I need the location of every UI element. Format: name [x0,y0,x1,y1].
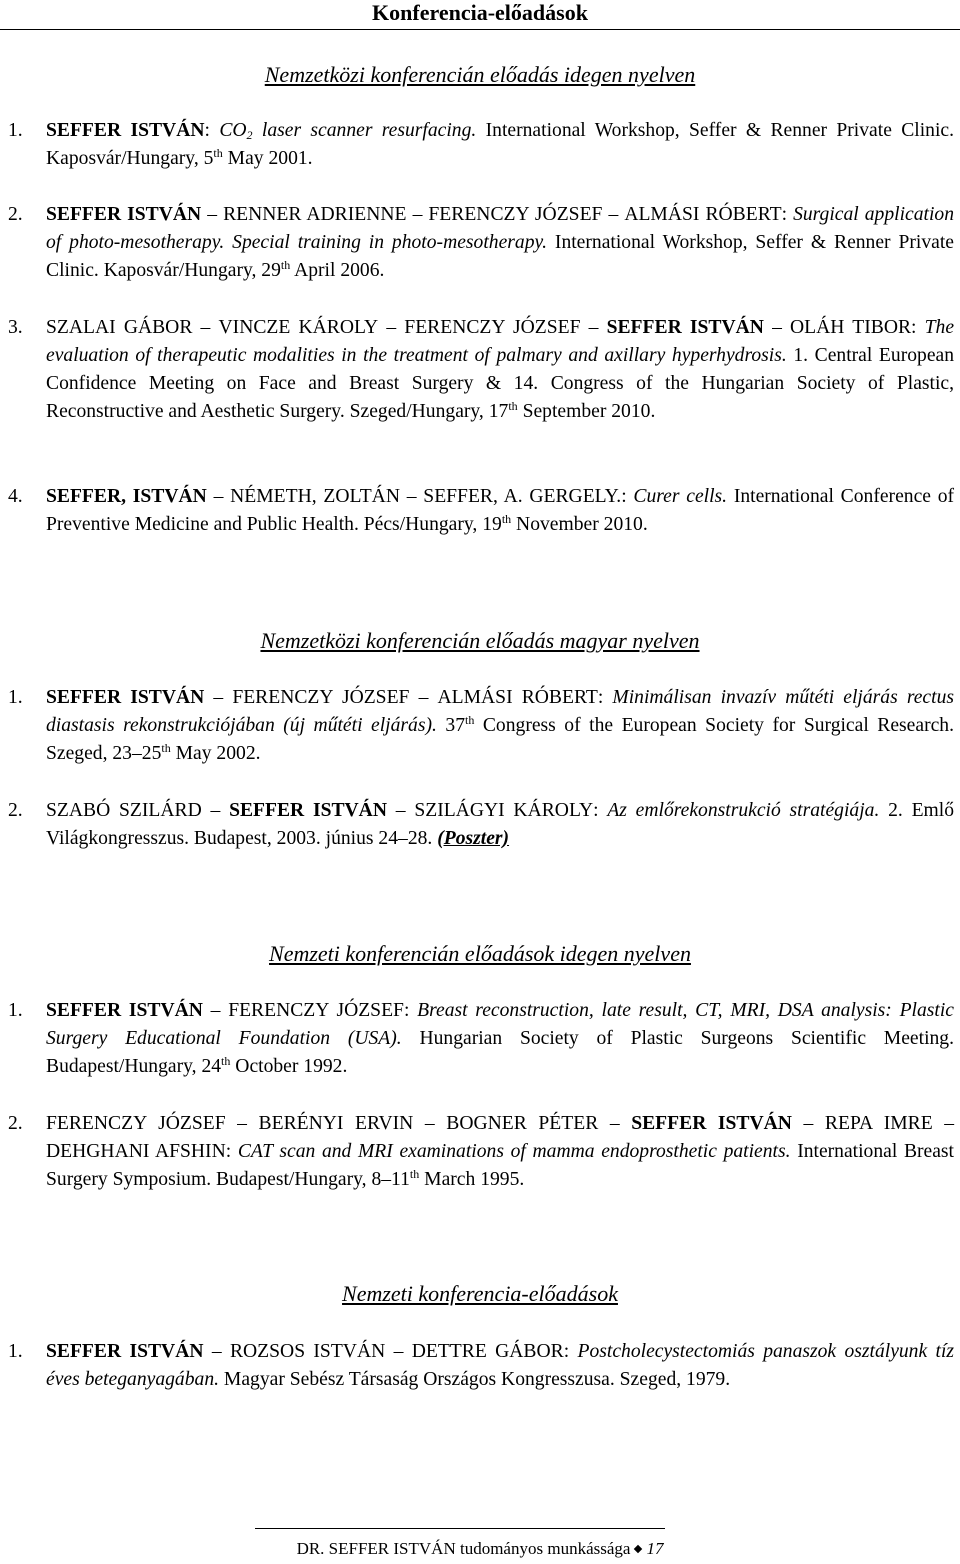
author: VINCZE KÁROLY [218,317,379,338]
item-title: Curer cells. [633,486,728,507]
author: NÉMETH, ZOLTÁN [230,486,400,507]
author: RENNER ADRIENNE [223,204,407,225]
item-title: Surgical application of photo-mesotherapy. Special training in photo-mesotherapy. [46,204,955,253]
author: ALMÁSI RÓBERT [624,204,782,225]
section-title: Nemzeti konferencián előadások idegen nyelven [269,941,691,966]
section-title: Nemzetközi konferencián előadás magyar nyelven [260,628,700,653]
author: FERENCZY JÓZSEF [228,1000,404,1021]
item-number: 1. [8,1341,23,1362]
list-item [0,684,960,768]
item-title: CAT scan and MRI examinations of mamma endoprosthetic patients. [237,1141,791,1162]
page-number: 17 [646,1539,664,1558]
section-title: Nemzeti konferencia-előadások [342,1281,618,1306]
item-number: 3. [8,317,23,338]
item-body: SEFFER ISTVÁN – FERENCZY JÓZSEF – ALMÁSI RÓBERT: Minimálisan invazív műtéti eljárás rectus diastasis rekonstrukciójában (új műtéti eljárás). 37th Congress of the European Society for Surgical Research. Szeged, 23–25th May 2002. [46,687,954,764]
item-title: Az emlőrekonstrukció stratégiája. [607,800,880,821]
header-rule [0,29,960,30]
item-body: SEFFER ISTVÁN – ROZSOS ISTVÁN – DETTRE GÁBOR: Postcholecystectomiás panaszok osztályunk tíz éves beteganyagában. Magyar Sebész Társaság Országos Kongresszusa. Szeged, 1979. [46,1341,955,1390]
author: SEFFER ISTVÁN [229,800,387,821]
author: FERENCZY JÓZSEF [46,1113,226,1134]
author: SEFFER ISTVÁN [46,687,205,708]
item-title: The evaluation of therapeutic modalities in the treatment of palmary and axillary hyperhydrosis. [46,317,955,366]
author: BERÉNYI ERVIN [258,1113,414,1134]
list-item [0,314,960,426]
item-number: 2. [8,1113,23,1134]
author: SEFFER ISTVÁN [606,317,764,338]
item-body: FERENCZY JÓZSEF – BERÉNYI ERVIN – BOGNER PÉTER – SEFFER ISTVÁN – REPA IMRE – DEHGHANI AFSHIN: CAT scan and MRI examinations of mamma endoprosthetic patients. International Breast Surgery Symposium. Budapest/Hungary, 8–11th March 1995. [46,1113,955,1190]
author: SEFFER ISTVÁN [46,120,205,141]
author: ROZSOS ISTVÁN [229,1341,386,1362]
page-footer [0,1528,960,1564]
list-item [0,117,960,173]
author: REPA IMRE [824,1113,933,1134]
footer-rule [255,1528,665,1529]
footer-author: DR. SEFFER ISTVÁN [296,1539,456,1558]
item-title: $CO_2$ laser scanner resurfacing. [219,120,477,142]
item-number: 1. [8,687,23,708]
item-body: SEFFER ISTVÁN – FERENCZY JÓZSEF: Breast reconstruction, late result, CT, MRI, DSA analysis: Plastic Surgery Educational Foundation (USA). Hungarian Society of Plastic Surgeons Scientific Meeting. Budapest/Hungary, 24th October 1992. [46,1000,955,1077]
author: SEFFER, ISTVÁN [46,486,207,507]
list-item [0,797,960,853]
author: FERENCZY JÓZSEF [232,687,410,708]
list-item [0,483,960,539]
author: DETTRE GÁBOR [411,1341,564,1362]
item-body: SEFFER ISTVÁN: $CO_2$ laser scanner resurfacing. International Workshop, Seffer & Renner Private Clinic. Kaposvár/Hungary, 5th May 2001. [46,120,955,169]
author: FERENCZY JÓZSEF [428,204,603,225]
item-venue: International Workshop, Seffer & Renner Private Clinic. Kaposvár/Hungary, 29th April 2006. [46,232,954,281]
item-number: 1. [8,1000,23,1021]
list-item [0,997,960,1081]
author: SEFFER ISTVÁN [46,1000,203,1021]
item-body: SZALAI GÁBOR – VINCZE KÁROLY – FERENCZY JÓZSEF – SEFFER ISTVÁN – OLÁH TIBOR: The evaluation of therapeutic modalities in the treatment of palmary and axillary hyperhydrosis. 1. Central European Confidence Meeting on Face and Breast Surgery & 14. Congress of the Hungarian Society of Plastic, Reconstructive and Aesthetic Surgery. Szeged/Hungary, 17th September 2010. [46,317,955,422]
item-venue: International Conference of Preventive Medicine and Public Health. Pécs/Hungary, 19th November 2010. [46,486,955,535]
author: OLÁH TIBOR [790,317,912,338]
page-title: Konferencia-előadások [372,0,588,25]
footer-caption: tudományos munkássága [459,1539,631,1558]
item-title: Minimálisan invazív műtéti eljárás rectus diastasis rekonstrukciójában (új műtéti eljárás). [46,687,954,736]
item-venue: Magyar Sebész Társaság Országos Kongresszusa. Szeged, 1979. [219,1369,731,1390]
diamond-icon [634,1544,642,1552]
author: SZALAI GÁBOR [46,317,193,338]
item-venue: International Breast Surgery Symposium. Budapest/Hungary, 8–11th March 1995. [46,1141,955,1190]
author: SEFFER ISTVÁN [46,204,202,225]
item-venue: 37th Congress of the European Society for Surgical Research. Szeged, 23–25th May 2002. [46,713,954,764]
item-venue: 1. Central European Confidence Meeting on Face and Breast Surgery & 14. Congress of the Hungarian Society of Plastic, Reconstructive and Aesthetic Surgery. Szeged/Hungary, 17th September 2010. [46,345,955,422]
author: SEFFER, A. GERGELY. [423,486,622,507]
author: SZABÓ SZILÁRD [46,800,202,821]
page-header [0,0,960,34]
author: FERENCZY JÓZSEF [404,317,581,338]
list-item [0,1338,960,1394]
author: SEFFER ISTVÁN [46,1341,204,1362]
list-item [0,1110,960,1194]
poster-note: (Poszter) [437,828,510,849]
author: DEHGHANI AFSHIN [46,1141,226,1162]
item-body: SEFFER, ISTVÁN – NÉMETH, ZOLTÁN – SEFFER, A. GERGELY.: Curer cells. International Conference of Preventive Medicine and Public Health. Pécs/Hungary, 19th November 2010. [46,486,955,535]
item-venue: 2. Emlő Világkongresszus. Budapest, 2003. június 24–28. [46,800,955,849]
section-title: Nemzetközi konferencián előadás idegen nyelven [264,62,696,87]
author: ALMÁSI RÓBERT [437,687,598,708]
item-number: 4. [8,486,23,507]
author: BOGNER PÉTER [446,1113,599,1134]
author: SEFFER ISTVÁN [631,1113,792,1134]
item-body: SZABÓ SZILÁRD – SEFFER ISTVÁN – SZILÁGYI KÁROLY: Az emlőrekonstrukció stratégiája. 2. Emlő Világkongresszus. Budapest, 2003. június 24–28. (Poszter) [46,800,955,849]
item-venue: Hungarian Society of Plastic Surgeons Scientific Meeting. Budapest/Hungary, 24th October 1992. [46,1028,955,1077]
item-number: 1. [8,120,23,141]
item-number: 2. [8,800,23,821]
item-title: Postcholecystectomiás panaszok osztályunk tíz éves beteganyagában. [46,1341,955,1390]
footer-text [0,1538,960,1560]
author: SZILÁGYI KÁROLY [414,800,594,821]
list-item [0,201,960,285]
item-number: 2. [8,204,23,225]
item-title: Breast reconstruction, late result, CT, MRI, DSA analysis: Plastic Surgery Educational Foundation (USA). [46,1000,954,1049]
item-venue: International Workshop, Seffer & Renner Private Clinic. Kaposvár/Hungary, 5th May 2001. [46,120,955,169]
item-body: SEFFER ISTVÁN – RENNER ADRIENNE – FERENCZY JÓZSEF – ALMÁSI RÓBERT: Surgical application of photo-mesotherapy. Special training in photo-mesotherapy. International Workshop, Seffer & Renner Private Clinic. Kaposvár/Hungary, 29th April 2006. [46,204,955,281]
